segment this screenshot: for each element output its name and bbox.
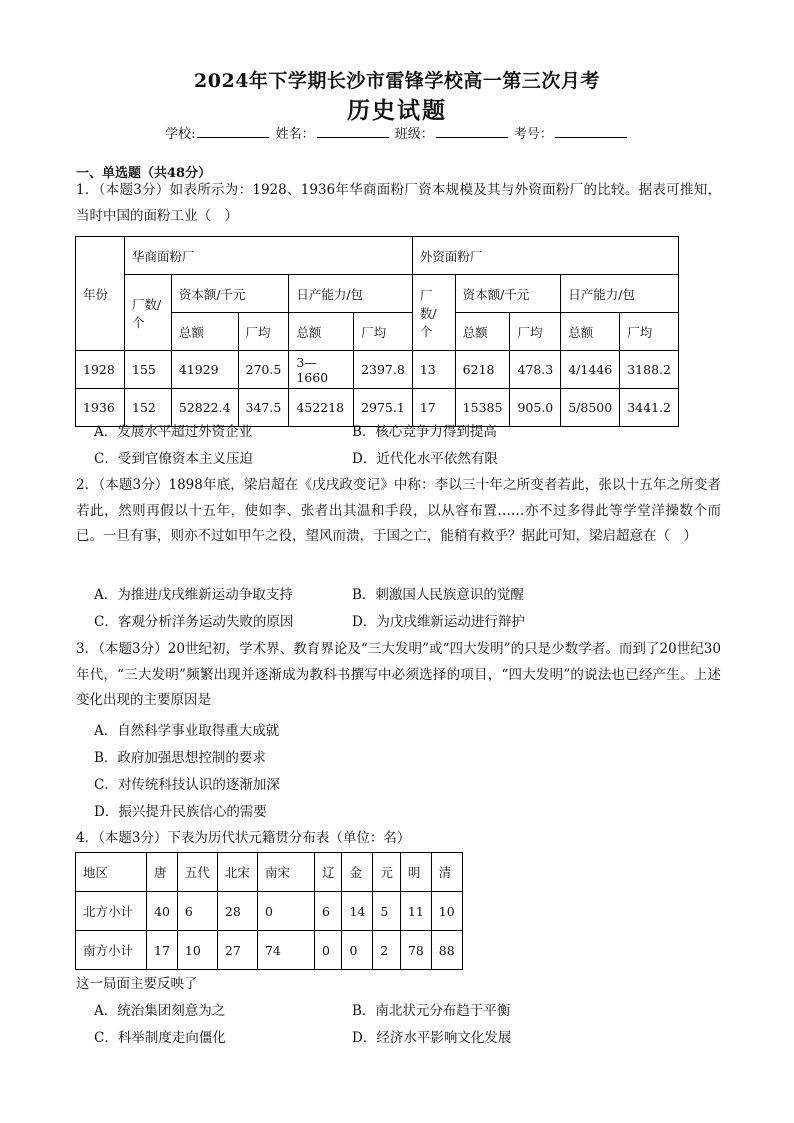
- question-3-option-a[interactable]: A．自然科学事业取得重大成就: [94, 723, 280, 739]
- exam-title: 2024年下学期长沙市雷锋学校高一第三次月考: [194, 70, 600, 92]
- table-cell: 40: [147, 892, 178, 931]
- table-header: 厂均: [620, 313, 679, 351]
- table-header: 厂均: [510, 313, 561, 351]
- table-cell: 南方小计: [76, 931, 147, 970]
- table-cell: 152: [125, 389, 172, 427]
- table-cell: 10: [177, 931, 217, 970]
- table-cell: 3—1660: [289, 351, 354, 389]
- table-header: 元: [373, 853, 401, 892]
- school-blank[interactable]: [197, 125, 269, 138]
- question-2-option-b[interactable]: B．刺激国人民族意识的觉醒: [352, 587, 524, 603]
- table-cell: 6: [314, 892, 342, 931]
- table-cell: 155: [125, 351, 172, 389]
- table-header: 外资面粉厂: [412, 237, 678, 275]
- table-header: 资本额/千元: [171, 275, 289, 313]
- question-1-option-d[interactable]: D．近代化水平依然有限: [352, 451, 498, 467]
- table-header: 日产能力/包: [561, 275, 679, 313]
- table-row: [76, 351, 679, 389]
- table-cell: 28: [217, 892, 257, 931]
- question-2-option-d[interactable]: D．为戊戌维新运动进行辩护: [352, 614, 525, 630]
- table-cell: 905.0: [510, 389, 561, 427]
- question-1-stem: 1．（本题3分）如表所示为：1928、1936年华商面粉厂资本规模及其与外资面粉厂的比较。据表可推知，当时中国的面粉工业（ ）: [76, 182, 721, 224]
- table-cell: 5: [373, 892, 401, 931]
- table-row: [76, 892, 463, 931]
- exam-number-blank[interactable]: [555, 125, 627, 138]
- table-header: 年份: [76, 237, 125, 351]
- table-header: 总额: [561, 313, 620, 351]
- question-1-option-b[interactable]: B．核心竞争力得到提高: [352, 424, 497, 440]
- question-4-stem: 4．（本题3分）下表为历代状元籍贯分布表（单位：名）: [76, 830, 411, 846]
- student-info-line: [0, 123, 794, 142]
- table-cell: 347.5: [238, 389, 289, 427]
- table-header: 华商面粉厂: [125, 237, 413, 275]
- table-header: 总额: [289, 313, 354, 351]
- table-header: 总额: [171, 313, 238, 351]
- question-3-option-c[interactable]: C．对传统科技认识的逐渐加深: [94, 777, 280, 793]
- table-cell: 北方小计: [76, 892, 147, 931]
- name-label: 姓名：: [275, 127, 315, 142]
- question-4-followup: 这一局面主要反映了: [76, 976, 198, 992]
- question-4-option-c[interactable]: C．科举制度走向僵化: [94, 1030, 226, 1046]
- table-cell: 2: [373, 931, 401, 970]
- table-header: 总额: [455, 313, 510, 351]
- table-cell: 11: [400, 892, 431, 931]
- table-cell: 10: [431, 892, 462, 931]
- table-cell: 3188.2: [620, 351, 679, 389]
- table-cell: 17: [147, 931, 178, 970]
- table-row: [76, 853, 463, 892]
- table-header: 金: [342, 853, 373, 892]
- table-cell: 4/1446: [561, 351, 620, 389]
- name-blank[interactable]: [317, 125, 389, 138]
- table-row: [76, 389, 679, 427]
- table-header: 唐: [147, 853, 178, 892]
- question-3-option-d[interactable]: D．振兴提升民族信心的需要: [94, 804, 267, 820]
- table-cell: 2397.8: [354, 351, 413, 389]
- table-header: 厂数/个: [125, 275, 172, 351]
- table-cell: 41929: [171, 351, 238, 389]
- question-4-option-a[interactable]: A．统治集团刻意为之: [94, 1003, 226, 1019]
- table-header: 南宋: [257, 853, 314, 892]
- school-label: 学校:: [165, 127, 196, 142]
- table-cell: 0: [257, 892, 314, 931]
- table-cell: 13: [412, 351, 455, 389]
- table-cell: 74: [257, 931, 314, 970]
- table-cell: 52822.4: [171, 389, 238, 427]
- table-cell: 1936: [76, 389, 125, 427]
- table-header: 地区: [76, 853, 147, 892]
- class-label: 班级：: [394, 127, 434, 142]
- table-cell: 0: [314, 931, 342, 970]
- question-1-option-c[interactable]: C．受到官僚资本主义压迫: [94, 451, 253, 467]
- exam-subject: 历史试题: [347, 97, 447, 124]
- question-3-option-b[interactable]: B．政府加强思想控制的要求: [94, 750, 266, 766]
- table-header: 资本额/千元: [455, 275, 561, 313]
- table-cell: 2975.1: [354, 389, 413, 427]
- question-3-stem: 3．（本题3分）20世纪初，学术界、教育界论及“三大发明”或“四大发明”的只是少数学者。而到了20世纪30年代，“三大发明”频繁出现并逐渐成为教科书撰写中必须选择的项目，“四大发明”的说法也已经产生。上述变化出现的主要原因是: [76, 641, 721, 708]
- table-cell: 6: [177, 892, 217, 931]
- question-2-option-c[interactable]: C．客观分析洋务运动失败的原因: [94, 614, 294, 630]
- table-header: 厂均: [238, 313, 289, 351]
- table-cell: 3441.2: [620, 389, 679, 427]
- question-4-table: [75, 852, 463, 970]
- table-cell: 5/8500: [561, 389, 620, 427]
- table-header: 北宋: [217, 853, 257, 892]
- table-cell: 27: [217, 931, 257, 970]
- table-row: [76, 931, 463, 970]
- class-blank[interactable]: [436, 125, 508, 138]
- table-cell: 17: [412, 389, 455, 427]
- question-1-option-a[interactable]: A．发展水平超过外资企业: [94, 424, 253, 440]
- table-cell: 270.5: [238, 351, 289, 389]
- question-1-table: [75, 236, 679, 427]
- table-cell: 6218: [455, 351, 510, 389]
- table-cell: 1928: [76, 351, 125, 389]
- table-cell: 452218: [289, 389, 354, 427]
- question-4-option-b[interactable]: B．南北状元分布趋于平衡: [352, 1003, 511, 1019]
- exam-number-label: 考号：: [513, 127, 553, 142]
- question-2-stem: 2．（本题3分）1898年底，梁启超在《戊戌政变记》中称：李以三十年之所变者若此，张以十五年之所变者若此，然则再假以十五年，使如李、张者出其温和手段，以从容布置……亦不过多得此等学堂洋操数个而已。一旦有事，则亦不过如甲午之役，望风而溃，于国之亡，能稍有救乎？据此可知，梁启超意在（ ）: [76, 477, 721, 544]
- table-cell: 14: [342, 892, 373, 931]
- table-header: 日产能力/包: [289, 275, 412, 313]
- table-header: 五代: [177, 853, 217, 892]
- table-header: 厂数/个: [412, 275, 455, 351]
- table-header: 厂均: [354, 313, 413, 351]
- table-cell: 78: [400, 931, 431, 970]
- table-header: 明: [400, 853, 431, 892]
- section-title: 一、单选题（共48分）: [76, 166, 212, 181]
- table-cell: 15385: [455, 389, 510, 427]
- table-header: 清: [431, 853, 462, 892]
- question-2-option-a[interactable]: A．为推进戊戌维新运动争取支持: [94, 587, 293, 603]
- table-header: 辽: [314, 853, 342, 892]
- table-cell: 478.3: [510, 351, 561, 389]
- table-cell: 88: [431, 931, 462, 970]
- table-cell: 0: [342, 931, 373, 970]
- question-4-option-d[interactable]: D．经济水平影响文化发展: [352, 1030, 512, 1046]
